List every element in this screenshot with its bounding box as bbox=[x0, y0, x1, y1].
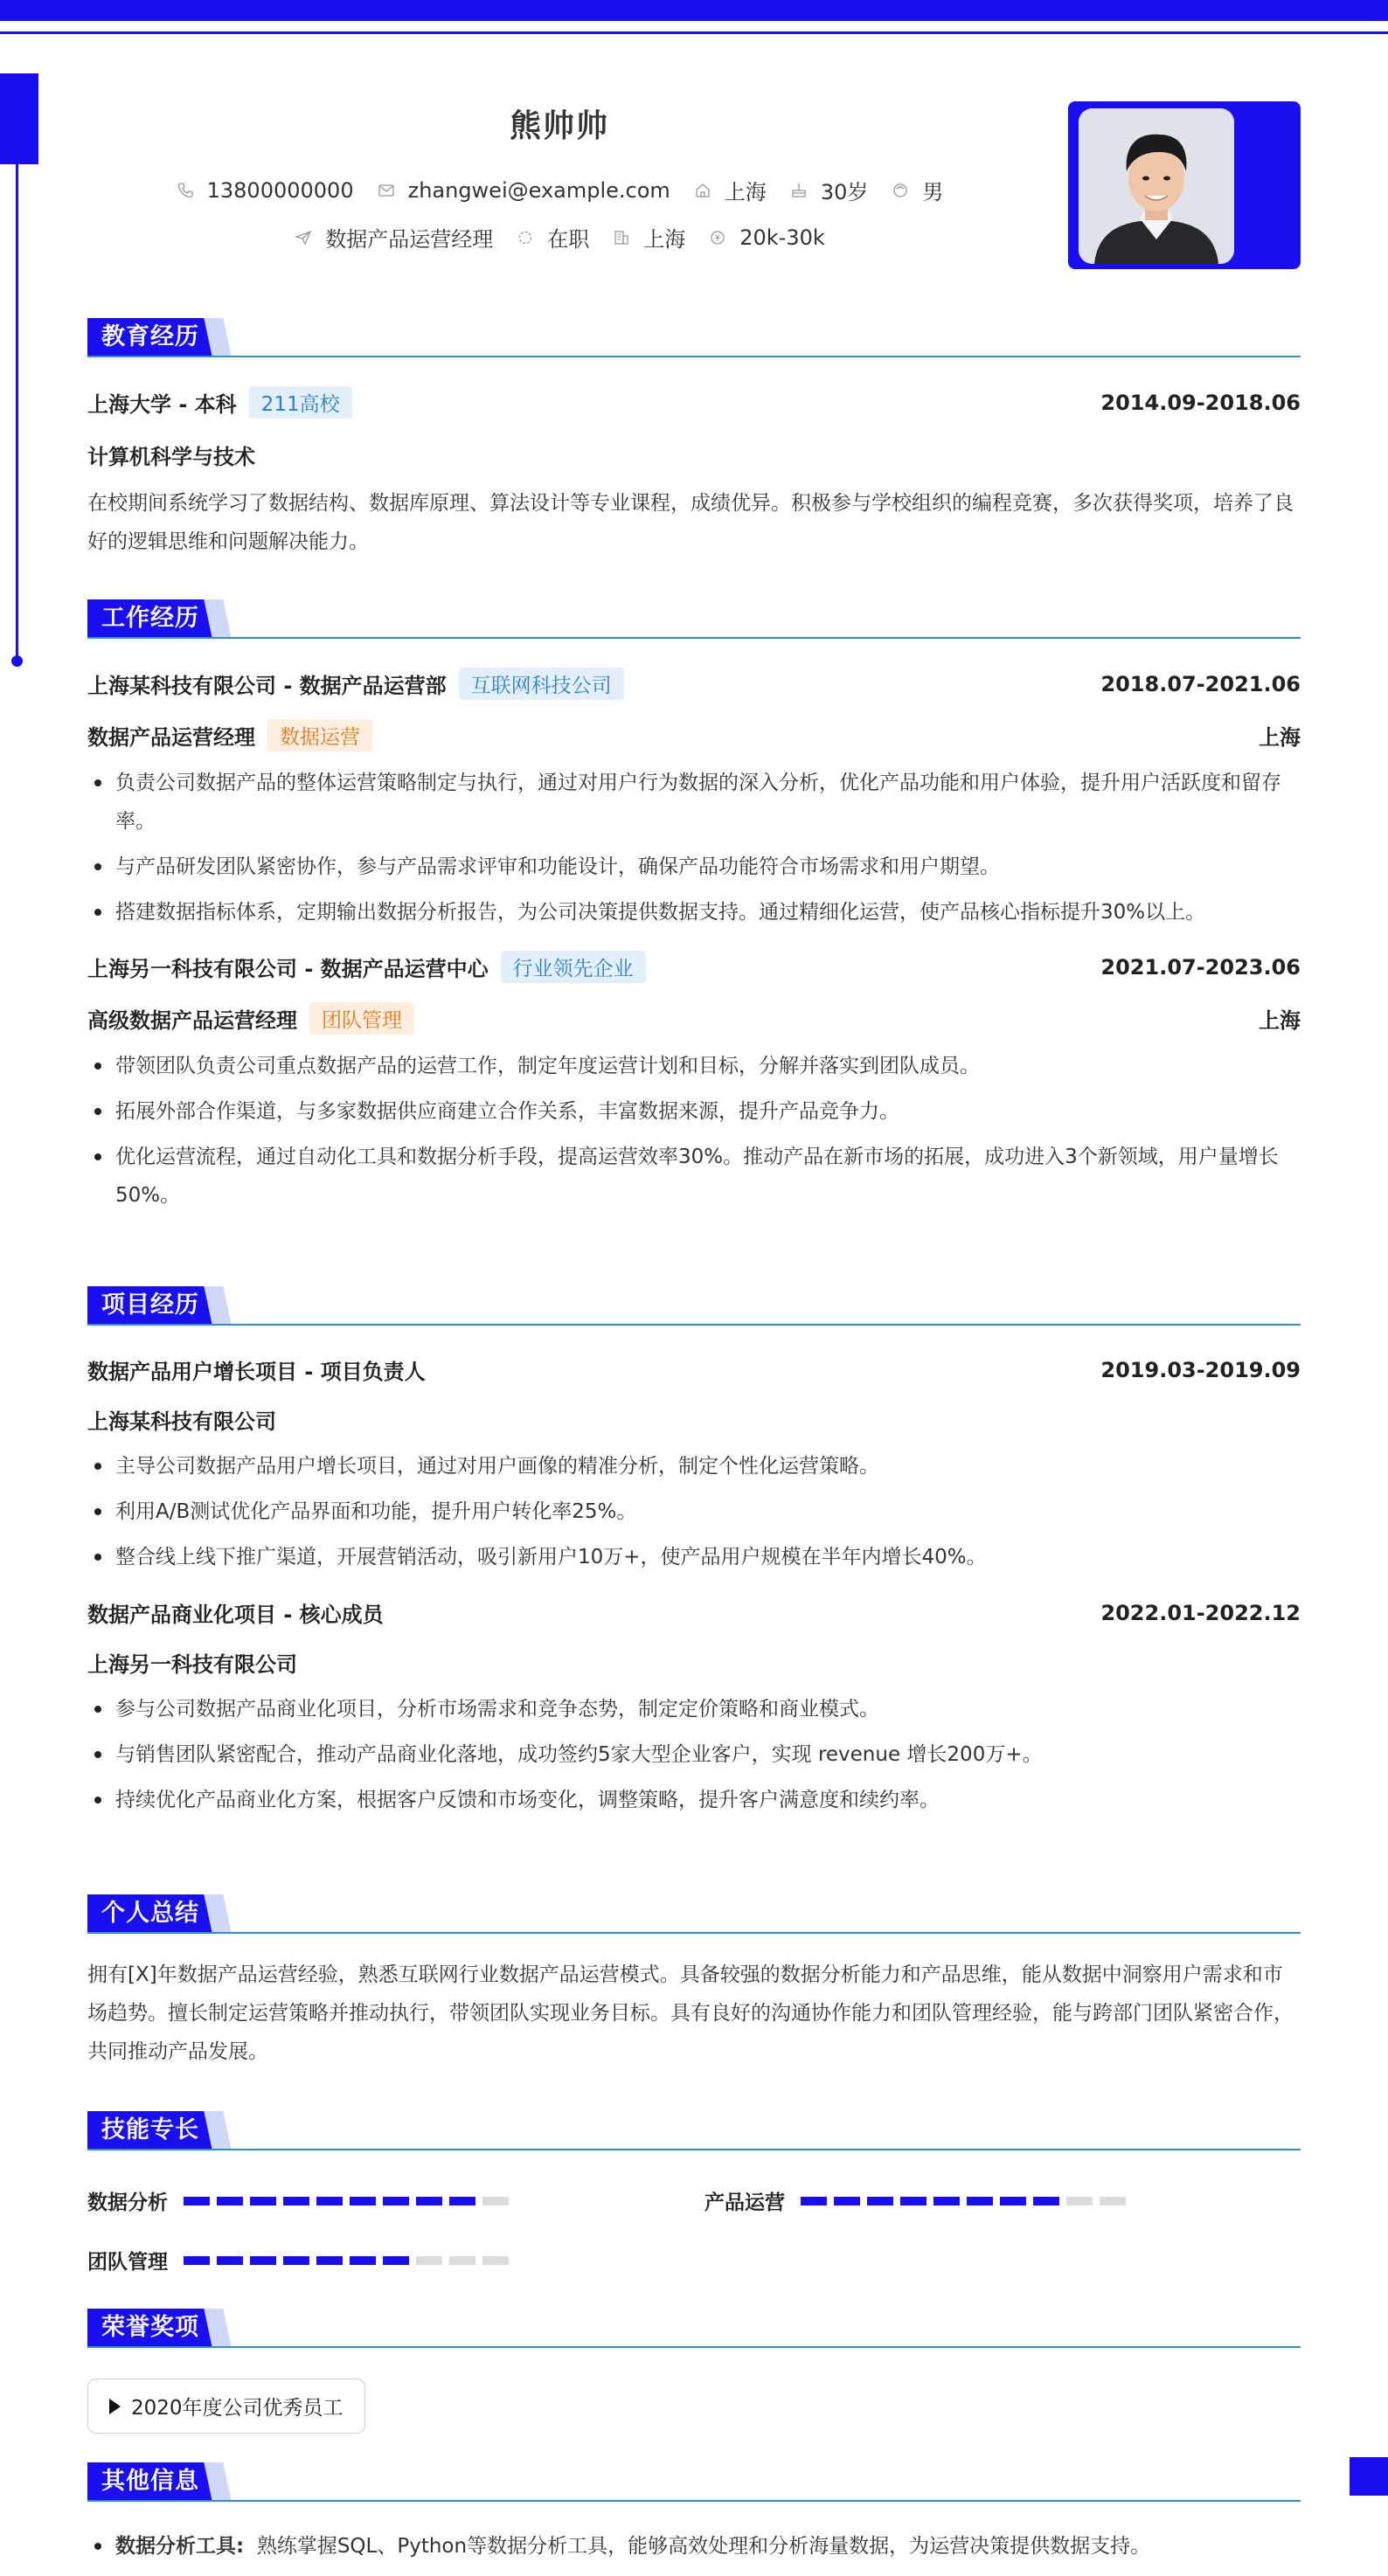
skill-level-segment bbox=[350, 2197, 376, 2206]
company-row bbox=[87, 951, 1301, 983]
skill-name: 团队管理 bbox=[87, 2251, 168, 2274]
top-accent-line bbox=[0, 31, 1388, 34]
skill-level-segment bbox=[250, 2197, 276, 2206]
status-text: 在职 bbox=[547, 227, 590, 252]
awards-header bbox=[87, 2309, 1301, 2351]
skill-level-segment bbox=[449, 2256, 475, 2265]
skill-item bbox=[704, 2186, 1126, 2215]
role-name: 高级数据产品运营经理 bbox=[87, 1008, 297, 1033]
summary-section bbox=[87, 1894, 1301, 2071]
project-bullets bbox=[87, 1447, 1301, 1576]
list-item: 整合线上线下推广渠道，开展营销活动，吸引新用户10万+，使产品用户规模在半年内增长40%。 bbox=[87, 1538, 1301, 1576]
email-info bbox=[377, 178, 670, 203]
skill-level-segment bbox=[383, 2197, 409, 2206]
project-company-row bbox=[87, 1647, 1301, 1678]
list-item: 持续优化产品商业化方案，根据客户反馈和市场变化，调整策略，提升客户满意度和续约率。 bbox=[87, 1781, 1301, 1819]
cake-icon bbox=[789, 181, 809, 200]
company-name: 上海某科技有限公司 - 数据产品运营部 bbox=[87, 674, 447, 698]
award-item[interactable] bbox=[87, 2379, 365, 2434]
list-item: 参与公司数据产品商业化项目，分析市场需求和竞争态势，制定定价策略和商业模式。 bbox=[87, 1690, 1301, 1728]
skill-level-segment bbox=[416, 2197, 442, 2206]
status-info bbox=[516, 222, 589, 253]
project-name: 数据产品商业化项目 - 核心成员 bbox=[87, 1603, 384, 1627]
skill-level-segment bbox=[217, 2256, 243, 2265]
skill-item bbox=[87, 2246, 509, 2275]
candidate-name: 熊帅帅 bbox=[509, 108, 609, 144]
skill-level-segment bbox=[933, 2197, 960, 2206]
school-name: 上海大学 - 本科 bbox=[87, 392, 237, 417]
home-icon bbox=[693, 181, 712, 200]
contact-row bbox=[87, 175, 1031, 205]
education-row bbox=[87, 386, 1301, 419]
work-item bbox=[87, 668, 1301, 931]
skill-level-segment bbox=[967, 2197, 993, 2206]
skills-section bbox=[87, 2111, 1301, 2286]
work-location: 上海 bbox=[1259, 1008, 1301, 1033]
project-period: 2019.03-2019.09 bbox=[1100, 1357, 1301, 1382]
skill-level-segment bbox=[283, 2197, 309, 2206]
other-header bbox=[87, 2462, 1301, 2504]
skill-level-bar bbox=[184, 2256, 509, 2265]
status-icon bbox=[516, 228, 535, 247]
major-name: 计算机科学与技术 bbox=[87, 445, 255, 469]
skill-level-segment bbox=[316, 2256, 343, 2265]
skill-level-segment bbox=[184, 2256, 210, 2265]
top-accent-bar bbox=[0, 0, 1388, 21]
skill-level-segment bbox=[350, 2256, 376, 2265]
project-row bbox=[87, 1354, 1301, 1385]
award-label: 2020年度公司优秀员工 bbox=[131, 2397, 344, 2420]
right-accent-tab bbox=[1350, 2457, 1388, 2496]
company-name: 上海另一科技有限公司 - 数据产品运营中心 bbox=[87, 957, 489, 981]
left-accent-block bbox=[0, 73, 38, 164]
role-row bbox=[87, 1002, 1301, 1035]
left-timeline-line bbox=[16, 164, 18, 661]
section-divider bbox=[87, 1324, 1301, 1326]
skill-name: 产品运营 bbox=[704, 2192, 785, 2214]
skill-name: 数据分析 bbox=[87, 2192, 168, 2214]
gender-text: 男 bbox=[922, 180, 944, 204]
major-row bbox=[87, 440, 1301, 470]
work-location: 上海 bbox=[1259, 725, 1301, 750]
skill-level-segment bbox=[1066, 2197, 1093, 2206]
company-row bbox=[87, 668, 1301, 700]
list-item: 带领团队负责公司重点数据产品的运营工作，制定年度运营计划和目标，分解并落实到团队成员。 bbox=[87, 1047, 1301, 1085]
skill-level-segment bbox=[900, 2197, 926, 2206]
summary-title: 个人总结 bbox=[87, 1894, 213, 1933]
section-divider bbox=[87, 637, 1301, 639]
role-tag: 团队管理 bbox=[309, 1002, 414, 1035]
list-item bbox=[87, 2527, 1301, 2566]
skill-level-segment bbox=[449, 2197, 475, 2206]
list-item: 拓展外部合作渠道，与多家数据供应商建立合作关系，丰富数据来源，提升产品竞争力。 bbox=[87, 1092, 1301, 1131]
work-header bbox=[87, 599, 1301, 641]
project-bullets bbox=[87, 1690, 1301, 1819]
salary-text: 20k-30k bbox=[739, 225, 825, 250]
role-tag: 数据运营 bbox=[267, 719, 372, 751]
projects-title: 项目经历 bbox=[87, 1286, 213, 1325]
role-row bbox=[87, 719, 1301, 751]
building-icon bbox=[612, 228, 631, 247]
skill-level-segment bbox=[217, 2197, 243, 2206]
target-position-text: 数据产品运营经理 bbox=[325, 227, 494, 252]
target-position-info bbox=[294, 222, 493, 253]
skill-item bbox=[87, 2186, 509, 2215]
project-row bbox=[87, 1597, 1301, 1628]
gender-info bbox=[891, 175, 943, 205]
work-period: 2021.07-2023.06 bbox=[1100, 954, 1301, 980]
project-period: 2022.01-2022.12 bbox=[1100, 1600, 1301, 1625]
work-period: 2018.07-2021.06 bbox=[1100, 671, 1301, 696]
project-company-row bbox=[87, 1404, 1301, 1435]
skill-level-segment bbox=[316, 2197, 343, 2206]
project-item bbox=[87, 1597, 1301, 1819]
other-section bbox=[87, 2462, 1301, 2566]
project-company: 上海某科技有限公司 bbox=[87, 1409, 276, 1434]
school-tag: 211高校 bbox=[249, 386, 352, 419]
email-text[interactable]: zhangwei@example.com bbox=[407, 177, 670, 203]
company-tag: 互联网科技公司 bbox=[459, 668, 624, 700]
education-description: 在校期间系统学习了数据结构、数据库原理、算法设计等专业课程，成绩优异。积极参与学校组织的编程竞赛，多次获得奖项，培养了良好的逻辑思维和问题解决能力。 bbox=[87, 492, 1294, 553]
project-item bbox=[87, 1354, 1301, 1576]
education-period: 2014.09-2018.06 bbox=[1100, 390, 1301, 415]
age-text: 30岁 bbox=[820, 180, 869, 204]
avatar bbox=[1079, 108, 1234, 264]
work-item bbox=[87, 951, 1301, 1215]
list-item: 主导公司数据产品用户增长项目，通过对用户画像的精准分析，制定个性化运营策略。 bbox=[87, 1447, 1301, 1485]
awards-title: 荣誉奖项 bbox=[87, 2309, 213, 2347]
role-name: 数据产品运营经理 bbox=[87, 725, 255, 750]
list-item: 优化运营流程，通过自动化工具和数据分析手段，提高运营效率30%。推动产品在新市场的拓展，成功进入3个新领域，用户量增长50%。 bbox=[87, 1138, 1301, 1215]
target-city-info bbox=[612, 222, 685, 253]
gender-icon bbox=[891, 181, 910, 200]
skill-level-segment bbox=[1000, 2197, 1026, 2206]
work-section bbox=[87, 599, 1301, 1215]
section-divider bbox=[87, 2346, 1301, 2348]
phone-icon bbox=[176, 181, 195, 200]
skill-level-segment bbox=[416, 2256, 442, 2265]
send-icon bbox=[294, 228, 313, 247]
salary-info bbox=[708, 225, 825, 250]
projects-section bbox=[87, 1286, 1301, 1819]
job-intent-row bbox=[87, 222, 1031, 253]
awards-section bbox=[87, 2309, 1301, 2434]
money-icon bbox=[708, 228, 727, 247]
skills-title: 技能专长 bbox=[87, 2111, 213, 2150]
age-info bbox=[789, 175, 869, 205]
education-section bbox=[87, 318, 1301, 561]
section-divider bbox=[87, 1932, 1301, 1934]
skill-level-segment bbox=[250, 2256, 276, 2265]
education-title: 教育经历 bbox=[87, 318, 213, 357]
list-item: 负责公司数据产品的整体运营策略制定与执行，通过对用户行为数据的深入分析，优化产品功能和用户体验，提升用户活跃度和留存率。 bbox=[87, 764, 1301, 841]
work-bullets bbox=[87, 1047, 1301, 1215]
skill-level-segment bbox=[1033, 2197, 1059, 2206]
skill-level-segment bbox=[1100, 2197, 1126, 2206]
city-text: 上海 bbox=[724, 180, 767, 204]
play-icon bbox=[109, 2399, 121, 2414]
awards-list bbox=[87, 2379, 1301, 2434]
skill-level-segment bbox=[383, 2256, 409, 2265]
list-item: 搭建数据指标体系，定期输出数据分析报告，为公司决策提供数据支持。通过精细化运营，使产品核心指标提升30%以上。 bbox=[87, 893, 1301, 931]
summary-text: 拥有[X]年数据产品运营经验，熟悉互联网行业数据产品运营模式。具备较强的数据分析能力和产品思维，能从数据中洞察用户需求和市场趋势。擅长制定运营策略并推动执行，带领团队实现业务目标。具有良好的沟通协作能力和团队管理经验，能与跨部门团队紧密合作，共同推动产品发展。 bbox=[87, 1963, 1294, 2063]
city-info bbox=[693, 175, 767, 205]
skill-level-segment bbox=[283, 2256, 309, 2265]
left-timeline-dot bbox=[11, 655, 23, 667]
other-text: 熟练掌握SQL、Python等数据分析工具，能够高效处理和分析海量数据，为运营决策提供数据支持。 bbox=[256, 2535, 1151, 2558]
skill-level-segment bbox=[867, 2197, 893, 2206]
work-title: 工作经历 bbox=[87, 599, 213, 638]
section-divider bbox=[87, 2500, 1301, 2502]
project-name: 数据产品用户增长项目 - 项目负责人 bbox=[87, 1360, 426, 1384]
skill-level-bar bbox=[801, 2197, 1126, 2206]
phone-info bbox=[176, 178, 354, 203]
mail-icon bbox=[377, 181, 396, 200]
skill-level-segment bbox=[482, 2197, 509, 2206]
summary-header bbox=[87, 1894, 1301, 1936]
phone-text[interactable]: 13800000000 bbox=[206, 177, 354, 203]
other-title: 其他信息 bbox=[87, 2462, 213, 2501]
skill-level-segment bbox=[184, 2197, 210, 2206]
work-bullets bbox=[87, 764, 1301, 931]
company-tag: 行业领先企业 bbox=[501, 951, 646, 983]
skills-header bbox=[87, 2111, 1301, 2153]
target-city-text: 上海 bbox=[643, 227, 686, 252]
skill-level-segment bbox=[834, 2197, 860, 2206]
section-divider bbox=[87, 356, 1301, 357]
project-company: 上海另一科技有限公司 bbox=[87, 1652, 297, 1677]
skill-level-segment bbox=[482, 2256, 509, 2265]
skill-level-segment bbox=[801, 2197, 827, 2206]
other-list bbox=[87, 2527, 1301, 2566]
skill-level-bar bbox=[184, 2197, 509, 2206]
education-header bbox=[87, 318, 1301, 360]
list-item: 利用A/B测试优化产品界面和功能，提升用户转化率25%。 bbox=[87, 1492, 1301, 1531]
section-divider bbox=[87, 2149, 1301, 2150]
other-label: 数据分析工具: bbox=[115, 2535, 245, 2558]
list-item: 与产品研发团队紧密协作，参与产品需求评审和功能设计，确保产品功能符合市场需求和用户期望。 bbox=[87, 848, 1301, 886]
list-item: 与销售团队紧密配合，推动产品商业化落地，成功签约5家大型企业客户，实现 revenue 增长200万+。 bbox=[87, 1735, 1301, 1774]
projects-header bbox=[87, 1286, 1301, 1328]
